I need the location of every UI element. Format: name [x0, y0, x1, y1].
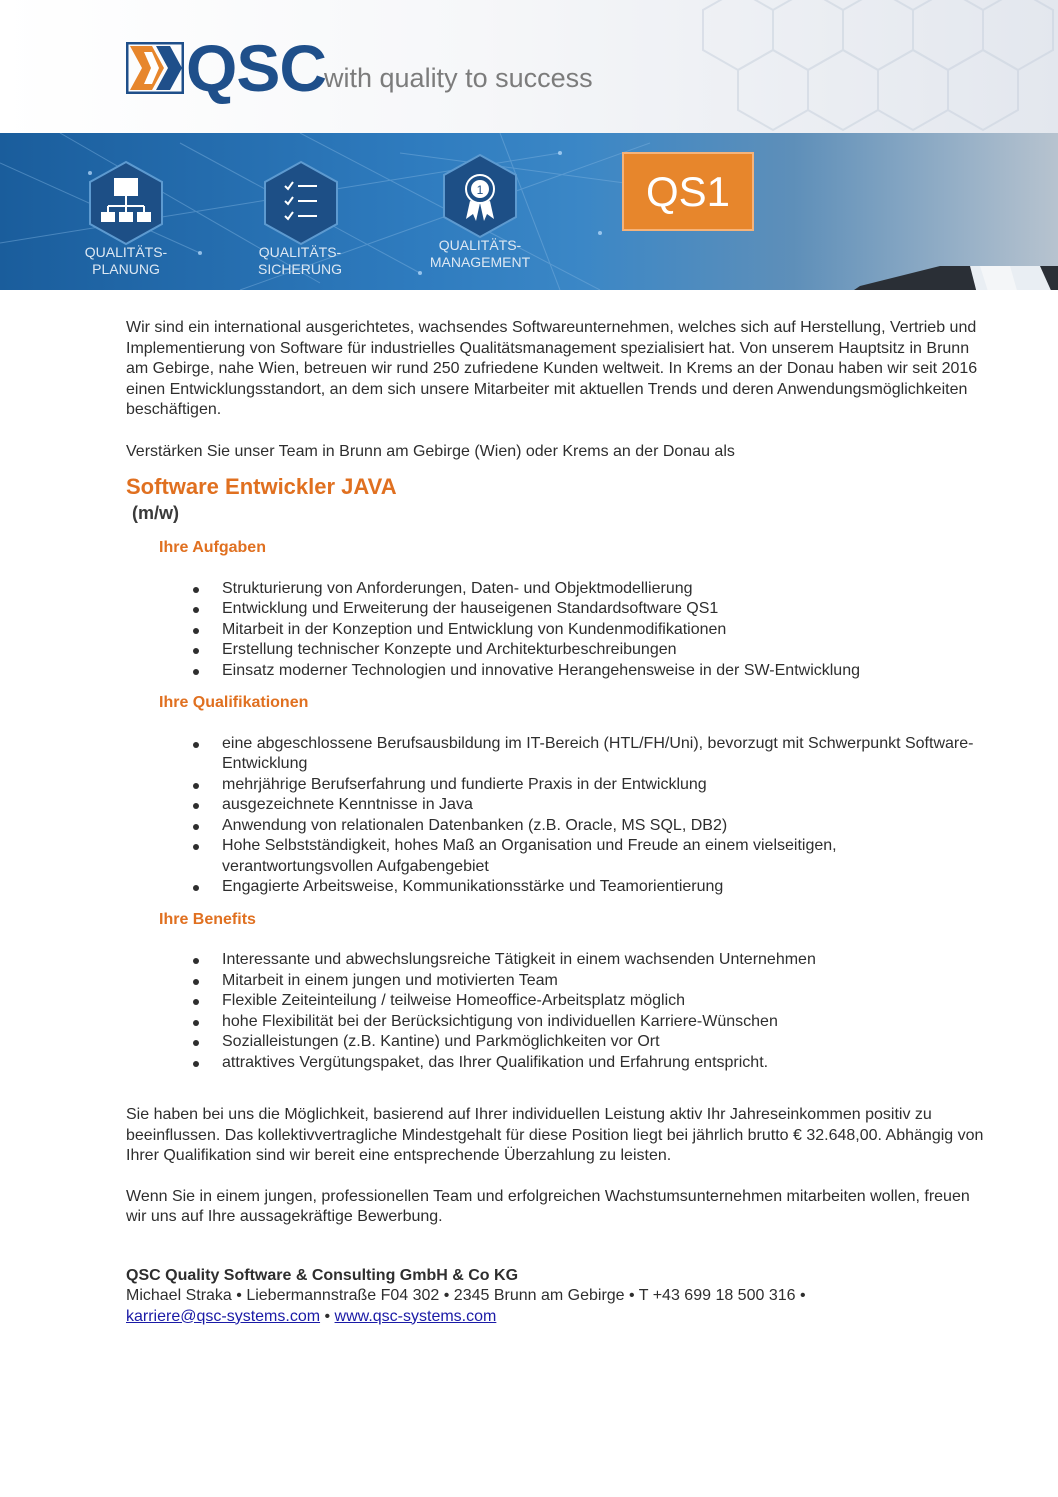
list-item: attraktives Vergütungspaket, das Ihrer Qualifikation und Erfahrung entspricht. [126, 1053, 986, 1074]
list-item: Interessante und abwechslungsreiche Tätigkeit in einem wachsenden Unternehmen [126, 950, 986, 971]
link-separator: • [320, 1307, 335, 1325]
salary-paragraph: Sie haben bei uns die Möglichkeit, basierend auf Ihrer individuellen Leistung aktiv Ihr Jahreseinkommen positiv zu beeinflussen. Das kollektivvertragliche Mindestgehalt für diese Position liegt bei jährlich brutto € 32.648,00. Abhängig von Ihrer Qualifikation sind wir bereit eine entsprechende Überzahlung zu leisten. [126, 1106, 984, 1164]
benefits-list [126, 950, 986, 1073]
list-item: Sozialleistungen (z.B. Kantine) und Parkmöglichkeiten vor Ort [126, 1032, 986, 1053]
job-title: Software Entwickler JAVA [126, 474, 397, 499]
list-item: Erstellung technischer Konzepte und Architekturbeschreibungen [126, 640, 986, 661]
hero-banner [0, 133, 1058, 290]
page-header [0, 0, 1058, 133]
list-item: Hohe Selbstständigkeit, hohes Maß an Organisation und Freude an einem vielseitigen, verantwortungsvollen Aufgabengebiet [126, 836, 986, 877]
tasks-heading: Ihre Aufgaben [159, 539, 266, 556]
company-name: QSC Quality Software & Consulting GmbH & Co KG [126, 1266, 519, 1284]
website-link[interactable]: www.qsc-systems.com [334, 1307, 497, 1325]
list-item: Engagierte Arbeitsweise, Kommunikationsstärke und Teamorientierung [126, 877, 986, 898]
benefits-heading: Ihre Benefits [159, 910, 256, 928]
intro-paragraph: Wir sind ein international ausgerichtetes, wachsendes Softwareunternehmen, welches sich auf Herstellung, Vertrieb und Implementierung von Software für industrielles Qualitätsmanagement spezialisiert hat. Von unserem Hauptsitz in Brunn am Gebirge, nahe Wien, betreuen wir rund 250 zufriedene Kunden weltweit. In Krems an der Donau haben wir seit 2016 einen Entwicklungsstandort, an dem sich unsere Mitarbeiter mit aktuellen Trends und deren Anwendungsmöglichkeiten beschäftigen. [126, 319, 978, 418]
email-link[interactable]: karriere@qsc-systems.com [126, 1307, 321, 1325]
lead-sentence: Verstärken Sie unser Team in Brunn am Gebirge (Wien) oder Krems an der Donau als [126, 442, 735, 460]
list-item: hohe Flexibilität bei der Berücksichtigung von individuellen Karriere-Wünschen [126, 1012, 986, 1033]
award-icon [442, 153, 518, 239]
qs1-product-button: QS1 [622, 152, 754, 231]
list-item: Flexible Zeiteinteilung / teilweise Homeoffice-Arbeitsplatz möglich [126, 991, 986, 1012]
tagline: with quality to success [324, 63, 593, 93]
list-item: Mitarbeit in der Konzeption und Entwicklung von Kundenmodifikationen [126, 620, 986, 641]
list-item: mehrjährige Berufserfahrung und fundierte Praxis in der Entwicklung [126, 775, 986, 796]
hexagon-pattern [678, 0, 1058, 133]
tile-label-planung: QUALITÄTS- PLANUNG [84, 244, 168, 277]
qsc-logo-icon [126, 42, 184, 94]
list-item: eine abgeschlossene Berufsausbildung im IT-Bereich (HTL/FH/Uni), bevorzugt mit Schwerpunkt Software-Entwicklung [126, 734, 986, 775]
list-item: Mitarbeit in einem jungen und motivierten Team [126, 971, 986, 992]
list-item: Entwicklung und Erweiterung der hauseigenen Standardsoftware QS1 [126, 599, 986, 620]
list-item: Einsatz moderner Technologien und innovative Herangehensweise in der SW-Entwicklung [126, 661, 986, 682]
logo-wordmark: QSC [186, 31, 327, 105]
org-chart-icon [88, 160, 164, 246]
contact-line: Michael Straka • Liebermannstraße F04 302 • 2345 Brunn am Gebirge • T +43 699 18 500 316 • [126, 1287, 806, 1304]
list-item: Strukturierung von Anforderungen, Daten- und Objektmodellierung [126, 579, 986, 600]
qualifications-list [126, 734, 986, 898]
tile-label-sicherung: QUALITÄTS- SICHERUNG [257, 244, 342, 277]
apply-paragraph: Wenn Sie in einem jungen, professionellen Team und erfolgreichen Wachstumsunternehmen mitarbeiten wollen, freuen wir uns auf Ihre aussagekräftige Bewerbung. [126, 1187, 970, 1225]
list-item: ausgezeichnete Kenntnisse in Java [126, 795, 986, 816]
qualifications-heading: Ihre Qualifikationen [159, 694, 309, 711]
list-item: Anwendung von relationalen Datenbanken (z.B. Oracle, MS SQL, DB2) [126, 816, 986, 837]
contact-links [126, 1307, 986, 1328]
businessman-photo [740, 266, 1058, 290]
job-gender-suffix: (m/w) [132, 503, 179, 523]
tasks-list [126, 579, 986, 682]
checklist-icon [263, 160, 339, 246]
svg-text:1: 1 [476, 183, 484, 197]
tile-label-management: QUALITÄTS- MANAGEMENT [429, 237, 531, 270]
job-posting-body [126, 318, 986, 1327]
